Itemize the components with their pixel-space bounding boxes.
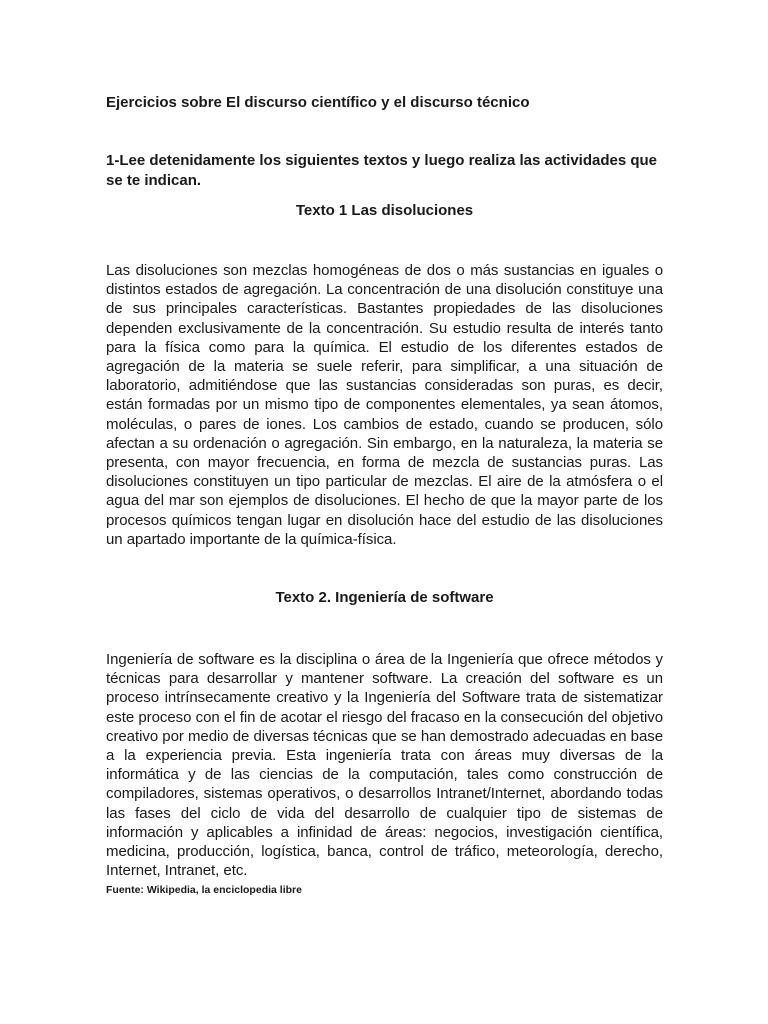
text1-heading: Texto 1 Las disoluciones [295, 202, 474, 219]
text2-heading: Texto 2. Ingeniería de software [275, 589, 494, 606]
source-citation: Fuente: Wikipedia, la enciclopedia libre [106, 884, 302, 896]
exercise-instruction: 1-Lee detenidamente los siguientes textos y luego realiza las actividades que se te indican. [106, 152, 658, 189]
text1-body: Las disoluciones son mezclas homogéneas de dos o más sustancias en iguales o distintos estados de agregación. La concentración de una disolución constituye una de sus principales características. Bastantes propiedades de las disoluciones dependen exclusivamente de la concentración. Su estudio resulta de interés tanto para la física como para la química. El estudio de los diferentes estados de agregación de la materia se suele referir, para simplificar, a una situación de laboratorio, admitiéndose que las sustancias consideradas son puras, es decir, están formadas por un mismo tipo de componentes elementales, ya sean átomos, moléculas, o pares de iones. Los cambios de estado, cuando se producen, sólo afectan a su ordenación o agregación. Sin embargo, en la naturaleza, la materia se presenta, con mayor frecuencia, en forma de mezcla de sustancias puras. Las disoluciones constituyen un tipo particular de mezclas. El aire de la atmósfera o el agua del mar son ejemplos de disoluciones. El hecho de que la mayor parte de los procesos químicos tengan lugar en disolución hace del estudio de las disoluciones un apartado importante de la química-física. [106, 262, 663, 548]
document-title: Ejercicios sobre El discurso científico y el discurso técnico [106, 94, 530, 111]
text2-body: Ingeniería de software es la disciplina o área de la Ingeniería que ofrece métodos y técnicas para desarrollar y mantener software. La creación del software es un proceso intrínsecamente creativo y la Ingeniería del Software trata de sistematizar este proceso con el fin de acotar el riesgo del fracaso en la consecución del objetivo creativo por medio de diversas técnicas que se han demostrado adecuadas en base a la experiencia previa. Esta ingeniería trata con áreas muy diversas de la informática y de las ciencias de la computación, tales como construcción de compiladores, sistemas operativos, o desarrollos Intranet/Internet, abordando todas las fases del ciclo de vida del desarrollo de cualquier tipo de sistemas de información y aplicables a infinidad de áreas: negocios, investigación científica, medicina, producción, logística, banca, control de tráfico, meteorología, derecho, Internet, Intranet, etc. [106, 651, 663, 880]
